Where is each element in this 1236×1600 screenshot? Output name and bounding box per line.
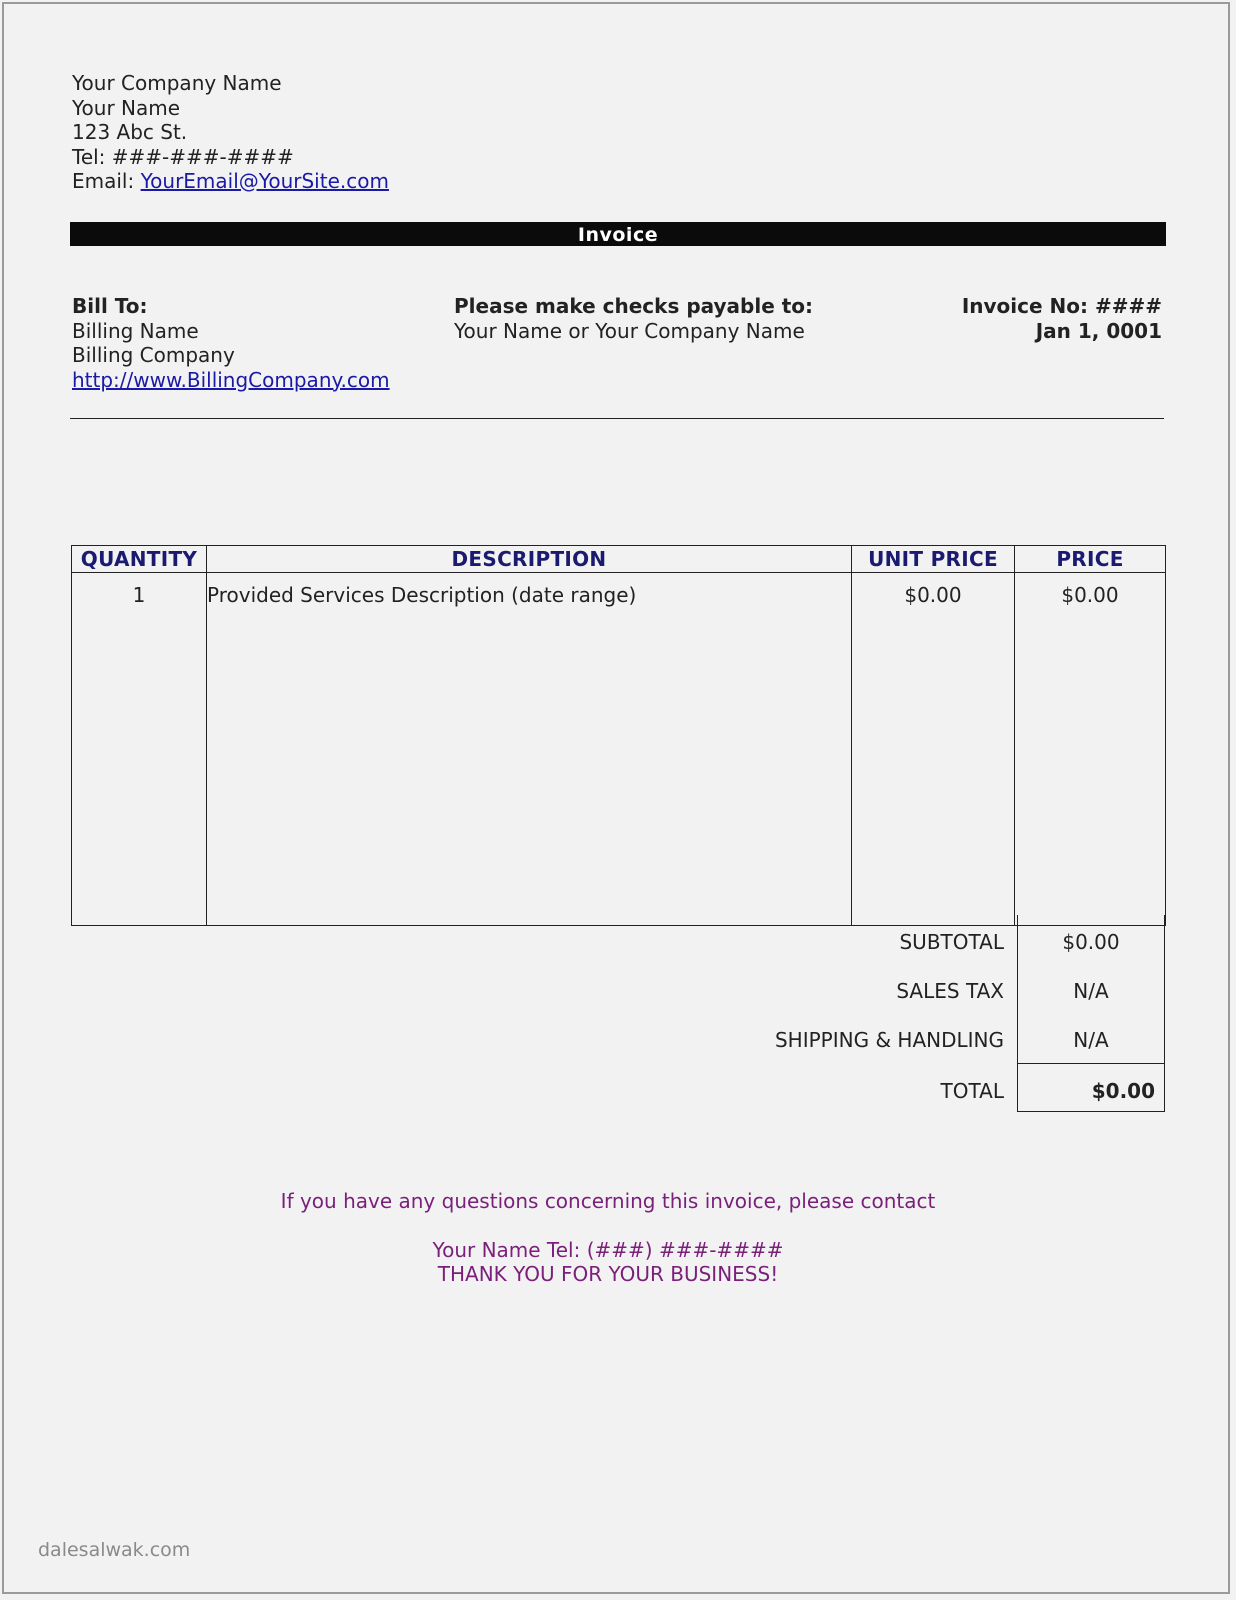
total-value: $0.00 bbox=[1091, 1079, 1155, 1103]
table-row bbox=[72, 573, 1166, 926]
subtotal-value: $0.00 bbox=[1062, 930, 1120, 954]
bill-to-heading: Bill To: bbox=[72, 294, 148, 318]
footer-contact-note: If you have any questions concerning this invoice, please contact bbox=[280, 1189, 936, 1213]
sender-email-row bbox=[72, 169, 389, 194]
payable-heading: Please make checks payable to: bbox=[454, 294, 814, 318]
sender-address: 123 Abc St. bbox=[72, 120, 188, 144]
sender-name: Your Name bbox=[72, 95, 181, 120]
cell-description: Provided Services Description (date range) bbox=[207, 573, 852, 926]
sender-email-label: Email: bbox=[72, 169, 141, 193]
header-quantity: QUANTITY bbox=[72, 546, 207, 573]
invoice-number: Invoice No: #### bbox=[961, 294, 1162, 318]
sales-tax-value: N/A bbox=[1073, 979, 1109, 1003]
bill-to-block bbox=[72, 294, 390, 392]
header-description: DESCRIPTION bbox=[207, 546, 852, 573]
cell-quantity: 1 bbox=[72, 573, 207, 926]
invoice-date: Jan 1, 0001 bbox=[1035, 318, 1162, 343]
shipping-value: N/A bbox=[1073, 1028, 1109, 1052]
bill-to-url-link[interactable]: http://www.BillingCompany.com bbox=[72, 367, 390, 392]
bill-to-name: Billing Name bbox=[72, 318, 199, 343]
watermark: dalesalwak.com bbox=[38, 1539, 191, 1561]
footer-contact-line: Your Name Tel: (###) ###-#### bbox=[432, 1238, 784, 1262]
sender-email-link[interactable]: YourEmail@YourSite.com bbox=[140, 169, 389, 193]
total-label: TOTAL bbox=[940, 1079, 1004, 1103]
invoice-info-block bbox=[962, 294, 1162, 343]
sales-tax-label: SALES TAX bbox=[896, 979, 1004, 1003]
payable-block bbox=[454, 294, 813, 343]
items-table bbox=[71, 545, 1166, 926]
header-price: PRICE bbox=[1015, 546, 1166, 573]
payable-value: Your Name or Your Company Name bbox=[454, 318, 805, 343]
cell-unit-price: $0.00 bbox=[852, 573, 1015, 926]
shipping-label: SHIPPING & HANDLING bbox=[774, 1028, 1004, 1052]
table-header-row bbox=[72, 546, 1166, 573]
subtotal-label: SUBTOTAL bbox=[899, 930, 1004, 954]
separator-rule bbox=[70, 418, 1164, 419]
invoice-title-bar: Invoice bbox=[70, 222, 1166, 246]
footer-thank-you: THANK YOU FOR YOUR BUSINESS! bbox=[437, 1262, 779, 1286]
sender-block bbox=[72, 71, 389, 194]
sender-tel: Tel: ###-###-#### bbox=[72, 144, 294, 169]
cell-price: $0.00 bbox=[1015, 573, 1166, 926]
sender-company: Your Company Name bbox=[72, 71, 282, 95]
bill-to-company: Billing Company bbox=[72, 343, 235, 367]
header-unit-price: UNIT PRICE bbox=[852, 546, 1015, 573]
